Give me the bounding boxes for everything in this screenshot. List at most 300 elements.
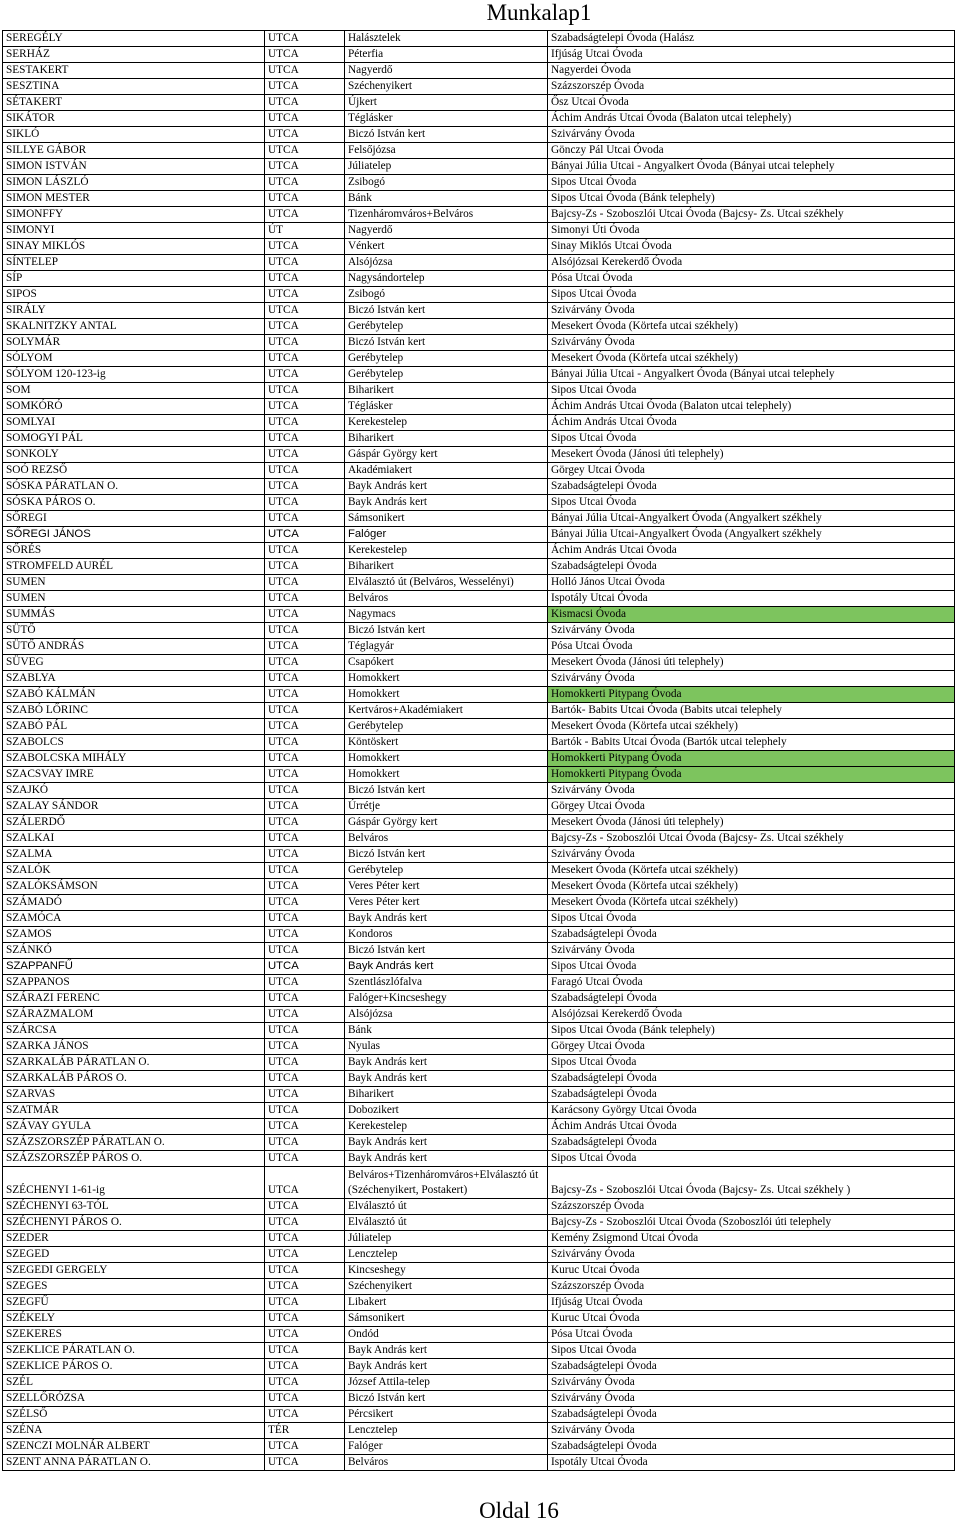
- cell-kindergarten: Sipos Utcai Óvoda (Bánk telephely): [548, 191, 955, 207]
- cell-street: SUMEN: [3, 575, 265, 591]
- cell-street: SIMONYI: [3, 223, 265, 239]
- street-table: [2, 30, 955, 1471]
- cell-type: UTCA: [265, 415, 345, 431]
- table-row: [3, 575, 955, 591]
- table-row: [3, 719, 955, 735]
- table-row: [3, 991, 955, 1007]
- cell-district: Úrrétje: [345, 799, 548, 815]
- cell-type: UTCA: [265, 143, 345, 159]
- cell-district: Homokkert: [345, 671, 548, 687]
- cell-district: Belváros+Tizenháromváros+Elválasztó út (Széchenyikert, Postakert): [345, 1167, 548, 1199]
- table-row: [3, 303, 955, 319]
- cell-street: SUMEN: [3, 591, 265, 607]
- table-row: [3, 159, 955, 175]
- cell-district: Biczó István kert: [345, 335, 548, 351]
- cell-street: SZARKALÁB PÁROS O.: [3, 1071, 265, 1087]
- cell-kindergarten: Sipos Utcai Óvoda: [548, 1055, 955, 1071]
- cell-type: UTCA: [265, 47, 345, 63]
- table-row: [3, 511, 955, 527]
- cell-street: SINAY MIKLÓS: [3, 239, 265, 255]
- cell-district: Felsőjózsa: [345, 143, 548, 159]
- cell-district: Halásztelek: [345, 31, 548, 47]
- table-row: [3, 735, 955, 751]
- cell-district: Homokkert: [345, 767, 548, 783]
- cell-street: SZEKERES: [3, 1327, 265, 1343]
- cell-street: SZÉKELY: [3, 1311, 265, 1327]
- cell-kindergarten: Áchim András Utcai Óvoda: [548, 415, 955, 431]
- cell-type: UTCA: [265, 239, 345, 255]
- table-row: [3, 95, 955, 111]
- cell-district: Bayk András kert: [345, 1359, 548, 1375]
- cell-type: UTCA: [265, 319, 345, 335]
- cell-kindergarten: Mesekert Óvoda (Körtefa utcai székhely): [548, 351, 955, 367]
- cell-district: Bayk András kert: [345, 1343, 548, 1359]
- cell-type: UTCA: [265, 1455, 345, 1471]
- table-row: [3, 239, 955, 255]
- cell-street: SZEKLICE PÁROS O.: [3, 1359, 265, 1375]
- cell-district: Sámsonikert: [345, 1311, 548, 1327]
- table-row: [3, 1151, 955, 1167]
- cell-type: UTCA: [265, 1119, 345, 1135]
- cell-type: UTCA: [265, 1039, 345, 1055]
- cell-type: UTCA: [265, 1087, 345, 1103]
- table-row: [3, 367, 955, 383]
- cell-district: Biharikert: [345, 1087, 548, 1103]
- cell-street: SŐREGI JÁNOS: [3, 527, 265, 543]
- cell-type: UTCA: [265, 1167, 345, 1199]
- cell-kindergarten: Szabadságtelepi Óvoda: [548, 927, 955, 943]
- cell-type: UTCA: [265, 671, 345, 687]
- cell-type: UTCA: [265, 607, 345, 623]
- cell-kindergarten: Bajcsy-Zs - Szoboszlói Utcai Óvoda (Bajcsy- Zs. Utcai székhely ): [548, 1167, 955, 1199]
- cell-type: UTCA: [265, 79, 345, 95]
- cell-type: UTCA: [265, 1199, 345, 1215]
- cell-street: SÍP: [3, 271, 265, 287]
- table-row: [3, 1263, 955, 1279]
- table-row: [3, 1391, 955, 1407]
- cell-kindergarten: Görgey Utcai Óvoda: [548, 463, 955, 479]
- cell-kindergarten: Sipos Utcai Óvoda: [548, 1343, 955, 1359]
- cell-kindergarten: Százszorszép Óvoda: [548, 79, 955, 95]
- table-row: [3, 1215, 955, 1231]
- cell-district: Elválasztó út: [345, 1199, 548, 1215]
- cell-type: UTCA: [265, 463, 345, 479]
- table-row: [3, 175, 955, 191]
- cell-district: Biczó István kert: [345, 847, 548, 863]
- cell-type: UTCA: [265, 1007, 345, 1023]
- cell-kindergarten: Szivárvány Óvoda: [548, 671, 955, 687]
- cell-type: UTCA: [265, 527, 345, 543]
- table-row: [3, 351, 955, 367]
- cell-kindergarten: Szivárvány Óvoda: [548, 623, 955, 639]
- cell-kindergarten: Szivárvány Óvoda: [548, 1391, 955, 1407]
- cell-street: SZATMÁR: [3, 1103, 265, 1119]
- cell-kindergarten: Sipos Utcai Óvoda: [548, 495, 955, 511]
- cell-street: SZACSVAY IMRE: [3, 767, 265, 783]
- cell-type: UTCA: [265, 31, 345, 47]
- table-row: [3, 799, 955, 815]
- cell-type: UTCA: [265, 1071, 345, 1087]
- table-row: [3, 767, 955, 783]
- cell-kindergarten: Ifjúság Utcai Óvoda: [548, 1295, 955, 1311]
- cell-type: UTCA: [265, 479, 345, 495]
- cell-kindergarten: Bányai Júlia Utcai-Angyalkert Óvoda (Angyalkert székhely: [548, 527, 955, 543]
- cell-kindergarten: Szivárvány Óvoda: [548, 1423, 955, 1439]
- cell-street: SZARKALÁB PÁRATLAN O.: [3, 1055, 265, 1071]
- cell-street: SZAPPANFŰ: [3, 959, 265, 975]
- cell-district: Gerébytelep: [345, 367, 548, 383]
- cell-kindergarten: Sipos Utcai Óvoda: [548, 1151, 955, 1167]
- cell-kindergarten: Holló János Utcai Óvoda: [548, 575, 955, 591]
- cell-type: UTCA: [265, 575, 345, 591]
- cell-kindergarten: Szivárvány Óvoda: [548, 127, 955, 143]
- cell-street: SZÁRAZI FERENC: [3, 991, 265, 1007]
- cell-kindergarten: Homokkerti Pitypang Óvoda: [548, 767, 955, 783]
- cell-district: Nagysándortelep: [345, 271, 548, 287]
- table-row: [3, 1247, 955, 1263]
- cell-kindergarten: Mesekert Óvoda (Körtefa utcai székhely): [548, 895, 955, 911]
- table-row: [3, 559, 955, 575]
- cell-district: Lencztelep: [345, 1247, 548, 1263]
- cell-street: SZABÓ PÁL: [3, 719, 265, 735]
- cell-street: SZEGEDI GERGELY: [3, 1263, 265, 1279]
- table-row: [3, 1311, 955, 1327]
- table-row: [3, 255, 955, 271]
- cell-street: SOMLYAI: [3, 415, 265, 431]
- table-row: [3, 1455, 955, 1471]
- cell-type: UTCA: [265, 383, 345, 399]
- cell-district: Biczó István kert: [345, 943, 548, 959]
- table-row: [3, 431, 955, 447]
- cell-street: SZELLŐRÓZSA: [3, 1391, 265, 1407]
- cell-type: UTCA: [265, 687, 345, 703]
- cell-type: TÉR: [265, 1423, 345, 1439]
- cell-type: UTCA: [265, 895, 345, 911]
- cell-type: UTCA: [265, 559, 345, 575]
- cell-district: Sámsonikert: [345, 511, 548, 527]
- cell-type: UTCA: [265, 335, 345, 351]
- cell-kindergarten: Faragó Utcai Óvoda: [548, 975, 955, 991]
- cell-kindergarten: Bajcsy-Zs - Szoboszlói Utcai Óvoda (Bajcsy- Zs. Utcai székhely: [548, 831, 955, 847]
- cell-district: Köntöskert: [345, 735, 548, 751]
- cell-kindergarten: Mesekert Óvoda (Körtefa utcai székhely): [548, 719, 955, 735]
- table-row: [3, 335, 955, 351]
- cell-street: SÓSKA PÁROS O.: [3, 495, 265, 511]
- table-row: [3, 1439, 955, 1455]
- cell-kindergarten: Nagyerdei Óvoda: [548, 63, 955, 79]
- cell-street: SZEGES: [3, 1279, 265, 1295]
- cell-street: SÜTŐ ANDRÁS: [3, 639, 265, 655]
- cell-street: SZALÓKSÁMSON: [3, 879, 265, 895]
- cell-kindergarten: Áchim András Utcai Óvoda: [548, 1119, 955, 1135]
- cell-district: Alsójózsa: [345, 255, 548, 271]
- table-row: [3, 527, 955, 543]
- table-row: [3, 703, 955, 719]
- cell-street: SZARKA JÁNOS: [3, 1039, 265, 1055]
- cell-district: Bayk András kert: [345, 1055, 548, 1071]
- table-row: [3, 1007, 955, 1023]
- cell-kindergarten: Ifjúság Utcai Óvoda: [548, 47, 955, 63]
- table-row: [3, 783, 955, 799]
- cell-street: SZÁRCSA: [3, 1023, 265, 1039]
- table-row: [3, 207, 955, 223]
- cell-type: UTCA: [265, 495, 345, 511]
- cell-district: Biczó István kert: [345, 127, 548, 143]
- cell-type: UTCA: [265, 271, 345, 287]
- cell-district: Téglagyár: [345, 639, 548, 655]
- cell-type: UTCA: [265, 879, 345, 895]
- cell-type: UTCA: [265, 927, 345, 943]
- cell-district: Szentlászlófalva: [345, 975, 548, 991]
- cell-district: Csapókert: [345, 655, 548, 671]
- cell-kindergarten: Áchim András Utcai Óvoda (Balaton utcai telephely): [548, 399, 955, 415]
- table-row: [3, 671, 955, 687]
- cell-type: UTCA: [265, 1247, 345, 1263]
- cell-type: UTCA: [265, 591, 345, 607]
- cell-street: SZARVAS: [3, 1087, 265, 1103]
- table-row: [3, 223, 955, 239]
- cell-kindergarten: Bányai Júlia Utcai - Angyalkert Óvoda (Bányai utcai telephely: [548, 367, 955, 383]
- cell-street: SZÁRAZMALOM: [3, 1007, 265, 1023]
- cell-street: SZÁVAY GYULA: [3, 1119, 265, 1135]
- table-row: [3, 287, 955, 303]
- cell-kindergarten: Pósa Utcai Óvoda: [548, 639, 955, 655]
- cell-street: SZÁZSZORSZÉP PÁRATLAN O.: [3, 1135, 265, 1151]
- cell-district: Kerekestelep: [345, 543, 548, 559]
- sheet-title: Munkalap1: [486, 0, 592, 25]
- cell-type: UTCA: [265, 95, 345, 111]
- table-row: [3, 415, 955, 431]
- cell-kindergarten: Sipos Utcai Óvoda (Bánk telephely): [548, 1023, 955, 1039]
- cell-type: UTCA: [265, 1215, 345, 1231]
- cell-street: SIKLÓ: [3, 127, 265, 143]
- cell-type: UTCA: [265, 639, 345, 655]
- cell-type: UTCA: [265, 63, 345, 79]
- table-row: [3, 383, 955, 399]
- cell-street: SZALMA: [3, 847, 265, 863]
- cell-kindergarten: Gönczy Pál Utcai Óvoda: [548, 143, 955, 159]
- cell-street: SIMONFFY: [3, 207, 265, 223]
- cell-district: Bayk András kert: [345, 911, 548, 927]
- cell-street: SZABOLCSKA MIHÁLY: [3, 751, 265, 767]
- cell-kindergarten: Sipos Utcai Óvoda: [548, 287, 955, 303]
- cell-type: UTCA: [265, 1151, 345, 1167]
- cell-district: Lencztelep: [345, 1423, 548, 1439]
- cell-type: UTCA: [265, 431, 345, 447]
- table-row: [3, 1071, 955, 1087]
- cell-district: Elválasztó út (Belváros, Wesselényi): [345, 575, 548, 591]
- table-row: [3, 879, 955, 895]
- cell-street: SZÉCHENYI 63-TÓL: [3, 1199, 265, 1215]
- cell-type: UTCA: [265, 1407, 345, 1423]
- cell-street: SZEGFŰ: [3, 1295, 265, 1311]
- cell-street: SÜVEG: [3, 655, 265, 671]
- table-row: [3, 79, 955, 95]
- cell-kindergarten: Pósa Utcai Óvoda: [548, 1327, 955, 1343]
- cell-kindergarten: Karácsony György Utcai Óvoda: [548, 1103, 955, 1119]
- cell-type: UTCA: [265, 1359, 345, 1375]
- cell-kindergarten: Mesekert Óvoda (Körtefa utcai székhely): [548, 879, 955, 895]
- cell-street: SZABÓ KÁLMÁN: [3, 687, 265, 703]
- cell-street: SILLYE GÁBOR: [3, 143, 265, 159]
- cell-district: Falóger: [345, 1439, 548, 1455]
- cell-type: UTCA: [265, 1135, 345, 1151]
- table-row: [3, 495, 955, 511]
- cell-kindergarten: Szabadságtelepi Óvoda: [548, 1135, 955, 1151]
- cell-type: UTCA: [265, 815, 345, 831]
- table-row: [3, 463, 955, 479]
- cell-street: SOM: [3, 383, 265, 399]
- cell-district: Pércsikert: [345, 1407, 548, 1423]
- cell-type: UTCA: [265, 1263, 345, 1279]
- cell-type: UTCA: [265, 1295, 345, 1311]
- table-row: [3, 863, 955, 879]
- cell-district: Bayk András kert: [345, 1135, 548, 1151]
- cell-type: UTCA: [265, 1375, 345, 1391]
- cell-district: Kerekestelep: [345, 1119, 548, 1135]
- table-row: [3, 1055, 955, 1071]
- table-row: [3, 1375, 955, 1391]
- cell-district: Tizenháromváros+Belváros: [345, 207, 548, 223]
- table-row: [3, 1231, 955, 1247]
- cell-kindergarten: Szivárvány Óvoda: [548, 943, 955, 959]
- cell-street: SIPOS: [3, 287, 265, 303]
- cell-type: UTCA: [265, 1055, 345, 1071]
- table-row: [3, 111, 955, 127]
- table-row: [3, 1135, 955, 1151]
- cell-district: Belváros: [345, 1455, 548, 1471]
- cell-district: Bánk: [345, 1023, 548, 1039]
- cell-district: Biczó István kert: [345, 303, 548, 319]
- table-row: [3, 399, 955, 415]
- cell-street: SZENCZI MOLNÁR ALBERT: [3, 1439, 265, 1455]
- table-row: [3, 447, 955, 463]
- cell-district: Belváros: [345, 831, 548, 847]
- cell-street: SZAMÓCA: [3, 911, 265, 927]
- cell-kindergarten: Százszorszép Óvoda: [548, 1199, 955, 1215]
- cell-district: Elválasztó út: [345, 1215, 548, 1231]
- cell-street: SZEGED: [3, 1247, 265, 1263]
- cell-kindergarten: Szivárvány Óvoda: [548, 1247, 955, 1263]
- cell-kindergarten: Bajcsy-Zs - Szoboszlói Utcai Óvoda (Szoboszlói úti telephely: [548, 1215, 955, 1231]
- table-row: [3, 911, 955, 927]
- cell-street: SŐREGI: [3, 511, 265, 527]
- cell-type: UTCA: [265, 1327, 345, 1343]
- table-row: [3, 975, 955, 991]
- cell-district: Péterfia: [345, 47, 548, 63]
- cell-district: Gerébytelep: [345, 719, 548, 735]
- cell-kindergarten: Szabadságtelepi Óvoda: [548, 479, 955, 495]
- table-row: [3, 1039, 955, 1055]
- cell-type: UTCA: [265, 1023, 345, 1039]
- cell-type: UTCA: [265, 303, 345, 319]
- cell-type: UTCA: [265, 991, 345, 1007]
- cell-type: UTCA: [265, 511, 345, 527]
- cell-district: Homokkert: [345, 751, 548, 767]
- cell-district: Gerébytelep: [345, 319, 548, 335]
- cell-kindergarten: Szabadságtelepi Óvoda: [548, 1407, 955, 1423]
- cell-type: UTCA: [265, 799, 345, 815]
- cell-street: SZALKAI: [3, 831, 265, 847]
- cell-district: Biharikert: [345, 431, 548, 447]
- cell-district: Homokkert: [345, 687, 548, 703]
- cell-district: Kertváros+Akadémiakert: [345, 703, 548, 719]
- cell-street: SEREGÉLY: [3, 31, 265, 47]
- cell-street: SUMMÁS: [3, 607, 265, 623]
- cell-kindergarten: Szabadságtelepi Óvoda: [548, 1359, 955, 1375]
- cell-district: Téglásker: [345, 399, 548, 415]
- cell-kindergarten: Százszorszép Óvoda: [548, 1279, 955, 1295]
- cell-type: UTCA: [265, 367, 345, 383]
- cell-district: Dobozikert: [345, 1103, 548, 1119]
- cell-district: Biczó István kert: [345, 783, 548, 799]
- cell-type: UTCA: [265, 1391, 345, 1407]
- cell-district: Bayk András kert: [345, 479, 548, 495]
- table-row: [3, 543, 955, 559]
- cell-type: UTCA: [265, 1231, 345, 1247]
- cell-kindergarten: Sipos Utcai Óvoda: [548, 959, 955, 975]
- cell-kindergarten: Homokkerti Pitypang Óvoda: [548, 687, 955, 703]
- table-row: [3, 607, 955, 623]
- cell-type: UTCA: [265, 191, 345, 207]
- cell-kindergarten: Áchim András Utcai Óvoda (Balaton utcai telephely): [548, 111, 955, 127]
- cell-district: Bayk András kert: [345, 1151, 548, 1167]
- table-row: [3, 895, 955, 911]
- cell-kindergarten: Sipos Utcai Óvoda: [548, 911, 955, 927]
- table-row: [3, 927, 955, 943]
- table-row: [3, 815, 955, 831]
- cell-type: UTCA: [265, 447, 345, 463]
- table-row: [3, 319, 955, 335]
- cell-type: UTCA: [265, 735, 345, 751]
- cell-district: Bayk András kert: [345, 495, 548, 511]
- cell-district: Téglásker: [345, 111, 548, 127]
- cell-type: UTCA: [265, 255, 345, 271]
- cell-street: SÜTŐ: [3, 623, 265, 639]
- cell-street: SZÁZSZORSZÉP PÁROS O.: [3, 1151, 265, 1167]
- cell-kindergarten: Bajcsy-Zs - Szoboszlói Utcai Óvoda (Bajcsy- Zs. Utcai székhely: [548, 207, 955, 223]
- table-row: [3, 1167, 955, 1199]
- cell-street: SÉTAKERT: [3, 95, 265, 111]
- cell-street: SZEKLICE PÁRATLAN O.: [3, 1343, 265, 1359]
- cell-street: SOÓ REZSŐ: [3, 463, 265, 479]
- cell-kindergarten: Mesekert Óvoda (Jánosi úti telephely): [548, 447, 955, 463]
- table-row: [3, 127, 955, 143]
- cell-type: UTCA: [265, 959, 345, 975]
- cell-street: SZENT ANNA PÁRATLAN O.: [3, 1455, 265, 1471]
- cell-street: SOMKÓRÓ: [3, 399, 265, 415]
- cell-street: SÍNTELEP: [3, 255, 265, 271]
- cell-kindergarten: Ispotály Utcai Óvoda: [548, 591, 955, 607]
- cell-district: Kincseshegy: [345, 1263, 548, 1279]
- cell-type: ÚT: [265, 223, 345, 239]
- table-row: [3, 959, 955, 975]
- cell-type: UTCA: [265, 1439, 345, 1455]
- cell-district: Bayk András kert: [345, 959, 548, 975]
- cell-type: UTCA: [265, 719, 345, 735]
- cell-street: SERHÁZ: [3, 47, 265, 63]
- cell-street: SŐRÉS: [3, 543, 265, 559]
- cell-kindergarten: Kuruc Utcai Óvoda: [548, 1311, 955, 1327]
- table-row: [3, 479, 955, 495]
- cell-district: Gáspár György kert: [345, 447, 548, 463]
- cell-street: SZÁMADÓ: [3, 895, 265, 911]
- table-row: [3, 1327, 955, 1343]
- table-row: [3, 1423, 955, 1439]
- table-row: [3, 1359, 955, 1375]
- table-row: [3, 1023, 955, 1039]
- cell-type: UTCA: [265, 847, 345, 863]
